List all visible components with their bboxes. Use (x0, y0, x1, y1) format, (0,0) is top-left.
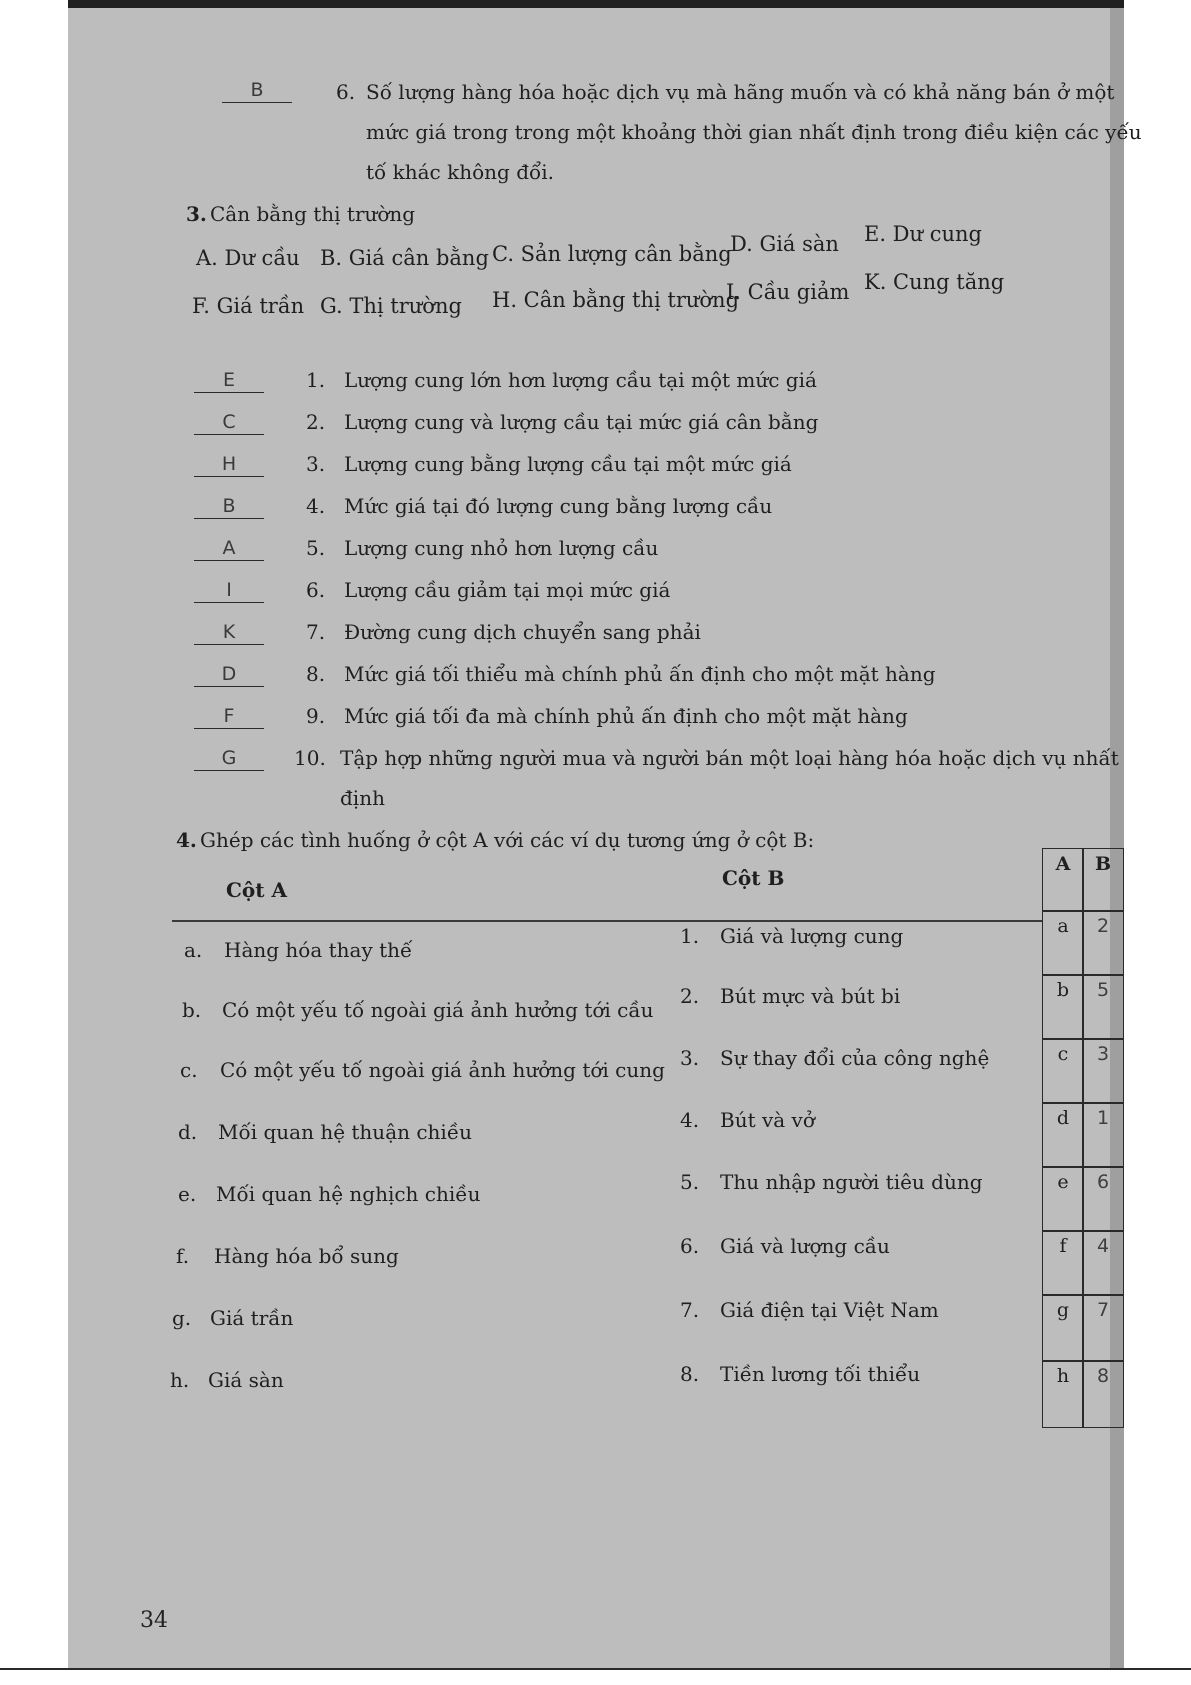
col-b-text-4: Bút và vở (720, 1108, 815, 1132)
item7-answer[interactable]: K (194, 620, 264, 645)
item3-text: Lượng cung bằng lượng cầu tại một mức giá (344, 452, 792, 476)
item4-text: Mức giá tại đó lượng cung bằng lượng cầu (344, 494, 773, 518)
col-a-label-g: g. (172, 1306, 192, 1330)
item10-continuation: định (340, 786, 385, 810)
item6-answer[interactable]: I (194, 578, 264, 603)
col-a-label-b: b. (182, 998, 202, 1022)
grid-row-a-answer[interactable]: 2 (1082, 910, 1124, 976)
item9-number: 9. (306, 704, 326, 728)
col-b-label-6: 6. (680, 1234, 700, 1258)
col-a-text-f: Hàng hóa bổ sung (214, 1244, 399, 1268)
grid-row-e-answer[interactable]: 6 (1082, 1166, 1124, 1232)
option-f: F. Giá trần (192, 294, 305, 318)
item7-number: 7. (306, 620, 326, 644)
item5-answer[interactable]: A (194, 536, 264, 561)
grid-row-c-label: c (1042, 1038, 1084, 1104)
grid-row-h-label: h (1042, 1360, 1084, 1428)
item4-number: 4. (306, 494, 326, 518)
item8-number: 8. (306, 662, 326, 686)
col-b-header: Cột B (722, 866, 785, 890)
item8-answer[interactable]: D (194, 662, 264, 687)
col-b-label-2: 2. (680, 984, 700, 1008)
grid-row-f-label: f (1042, 1230, 1084, 1296)
col-b-label-4: 4. (680, 1108, 700, 1132)
page-number: 34 (140, 1608, 168, 1633)
section3-heading: Cân bằng thị trường (210, 202, 416, 226)
col-b-text-6: Giá và lượng cầu (720, 1234, 890, 1258)
item2-answer[interactable]: C (194, 410, 264, 435)
section4-number: 4. (176, 828, 197, 852)
option-e: E. Dư cung (864, 222, 982, 246)
bottom-rule (0, 1668, 1191, 1670)
grid-row-h-answer[interactable]: 8 (1082, 1360, 1124, 1428)
q6-number: 6. (336, 80, 356, 104)
grid-row-a-label: a (1042, 910, 1084, 976)
item1-number: 1. (306, 368, 326, 392)
col-b-text-2: Bút mực và bút bi (720, 984, 901, 1008)
item1-answer[interactable]: E (194, 368, 264, 393)
q6-line-1: Số lượng hàng hóa hoặc dịch vụ mà hãng muốn và có khả năng bán ở một (366, 80, 1115, 104)
q6-line-2: mức giá trong trong một khoảng thời gian nhất định trong điều kiện các yếu (366, 120, 1142, 144)
item1-text: Lượng cung lớn hơn lượng cầu tại một mức giá (344, 368, 817, 392)
col-a-text-g: Giá trần (210, 1306, 294, 1330)
col-b-label-1: 1. (680, 924, 700, 948)
col-a-text-h: Giá sàn (208, 1368, 284, 1392)
option-g: G. Thị trường (320, 294, 462, 318)
item2-number: 2. (306, 410, 326, 434)
q6-answer[interactable]: B (222, 78, 292, 103)
item3-answer[interactable]: H (194, 452, 264, 477)
grid-row-d-label: d (1042, 1102, 1084, 1168)
col-a-header: Cột A (226, 878, 287, 902)
section4-heading: Ghép các tình huống ở cột A với các ví dụ tương ứng ở cột B: (200, 828, 815, 852)
col-b-text-7: Giá điện tại Việt Nam (720, 1298, 939, 1322)
item7-text: Đường cung dịch chuyển sang phải (344, 620, 701, 644)
grid-header-b: B (1082, 848, 1124, 912)
item3-number: 3. (306, 452, 326, 476)
col-b-label-8: 8. (680, 1362, 700, 1386)
grid-header-a: A (1042, 848, 1084, 912)
item6-number: 6. (306, 578, 326, 602)
option-i: I. Cầu giảm (726, 280, 850, 304)
item10-text: Tập hợp những người mua và người bán một loại hàng hóa hoặc dịch vụ nhất (340, 746, 1119, 770)
col-a-text-b: Có một yếu tố ngoài giá ảnh hưởng tới cầu (222, 998, 654, 1022)
col-b-label-3: 3. (680, 1046, 700, 1070)
option-c: C. Sản lượng cân bằng (492, 242, 732, 266)
col-b-text-1: Giá và lượng cung (720, 924, 904, 948)
col-a-label-a: a. (184, 938, 203, 962)
grid-row-b-label: b (1042, 974, 1084, 1040)
q6-line-3: tố khác không đổi. (366, 160, 554, 184)
grid-row-c-answer[interactable]: 3 (1082, 1038, 1124, 1104)
grid-row-e-label: e (1042, 1166, 1084, 1232)
col-a-text-a: Hàng hóa thay thế (224, 938, 413, 962)
item10-answer[interactable]: G (194, 746, 264, 771)
col-a-text-c: Có một yếu tố ngoài giá ảnh hưởng tới cung (220, 1058, 665, 1082)
option-d: D. Giá sàn (730, 232, 839, 256)
option-k: K. Cung tăng (864, 270, 1005, 294)
col-a-label-f: f. (176, 1244, 190, 1268)
grid-row-b-answer[interactable]: 5 (1082, 974, 1124, 1040)
item5-number: 5. (306, 536, 326, 560)
col-b-text-8: Tiền lương tối thiểu (720, 1362, 921, 1386)
col-a-text-d: Mối quan hệ thuận chiều (218, 1120, 473, 1144)
grid-row-g-label: g (1042, 1294, 1084, 1362)
col-a-label-d: d. (178, 1120, 198, 1144)
item9-text: Mức giá tối đa mà chính phủ ấn định cho một mặt hàng (344, 704, 908, 728)
col-b-label-7: 7. (680, 1298, 700, 1322)
col-b-text-3: Sự thay đổi của công nghệ (720, 1046, 990, 1070)
grid-row-d-answer[interactable]: 1 (1082, 1102, 1124, 1168)
col-a-text-e: Mối quan hệ nghịch chiều (216, 1182, 481, 1206)
item6-text: Lượng cầu giảm tại mọi mức giá (344, 578, 671, 602)
col-b-label-5: 5. (680, 1170, 700, 1194)
item5-text: Lượng cung nhỏ hơn lượng cầu (344, 536, 659, 560)
item8-text: Mức giá tối thiểu mà chính phủ ấn định cho một mặt hàng (344, 662, 936, 686)
item9-answer[interactable]: F (194, 704, 264, 729)
item2-text: Lượng cung và lượng cầu tại mức giá cân bằng (344, 410, 819, 434)
grid-row-g-answer[interactable]: 7 (1082, 1294, 1124, 1362)
option-a: A. Dư cầu (196, 246, 300, 270)
section3-number: 3. (186, 202, 207, 226)
option-h: H. Cân bằng thị trường (492, 288, 740, 312)
col-b-text-5: Thu nhập người tiêu dùng (720, 1170, 983, 1194)
answer-grid (1042, 848, 1124, 1430)
item10-number: 10. (294, 746, 326, 770)
col-a-label-h: h. (170, 1368, 190, 1392)
item4-answer[interactable]: B (194, 494, 264, 519)
header-separator (172, 920, 1042, 922)
grid-row-f-answer[interactable]: 4 (1082, 1230, 1124, 1296)
col-a-label-c: c. (180, 1058, 198, 1082)
col-a-label-e: e. (178, 1182, 197, 1206)
option-b: B. Giá cân bằng (320, 246, 489, 270)
